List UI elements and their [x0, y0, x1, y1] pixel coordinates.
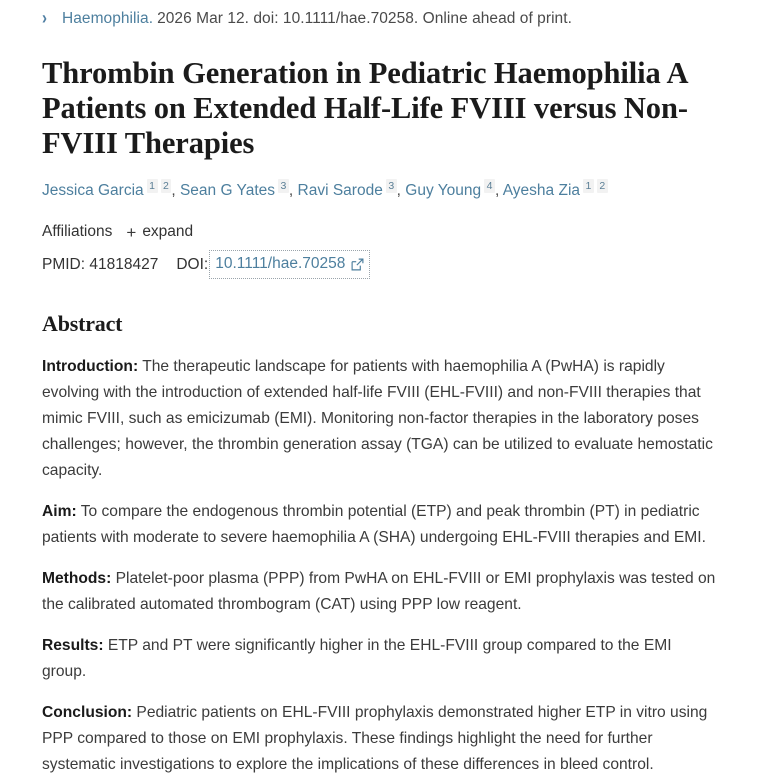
- chevron-right-icon[interactable]: ›: [42, 7, 48, 29]
- author-link[interactable]: Jessica Garcia: [42, 182, 144, 199]
- abstract-section-label: Results:: [42, 637, 104, 654]
- abstract-section-label: Conclusion:: [42, 704, 133, 721]
- author-entry: [42, 179, 176, 199]
- expand-label: expand: [142, 223, 194, 240]
- author-list: [42, 180, 748, 202]
- abstract-section-results: [42, 633, 748, 685]
- abstract-section-aim: [42, 499, 748, 551]
- plus-icon: +: [126, 222, 137, 242]
- abstract-section-introduction: [42, 354, 748, 484]
- external-link-icon: [351, 258, 364, 271]
- author-link[interactable]: Ayesha Zia: [502, 182, 581, 199]
- citation-details: 2026 Mar 12. doi: 10.1111/hae.70258. Online ahead of print.: [157, 10, 572, 27]
- identifiers-row: [42, 250, 748, 279]
- author-separator: ,: [396, 182, 401, 199]
- abstract-section-label: Aim:: [42, 503, 77, 520]
- citation-line: [42, 0, 748, 30]
- affiliation-superscript[interactable]: 2: [161, 179, 172, 193]
- abstract-heading: Abstract: [42, 311, 123, 336]
- author-separator: ,: [494, 182, 500, 199]
- author-separator: ,: [171, 182, 176, 199]
- author-entry: [297, 179, 401, 199]
- abstract-section-text: ETP and PT were significantly higher in the EHL-FVIII group compared to the EMI group.: [42, 637, 672, 680]
- affiliation-superscript[interactable]: 3: [386, 179, 397, 193]
- author-entry: [502, 179, 608, 199]
- affiliation-superscript[interactable]: 3: [278, 179, 289, 193]
- doi-link[interactable]: 10.1111/hae.70258: [215, 255, 346, 272]
- affiliation-superscript[interactable]: 2: [597, 179, 608, 193]
- affiliation-superscript[interactable]: 4: [484, 179, 495, 193]
- expand-affiliations-button[interactable]: [126, 223, 193, 241]
- author-link[interactable]: Ravi Sarode: [297, 182, 383, 199]
- doi-label: DOI:: [176, 255, 209, 273]
- abstract-section-label: Methods:: [42, 570, 112, 587]
- affiliations-row: [42, 221, 748, 243]
- abstract-section-text: Pediatric patients on EHL-FVIII prophylaxis demonstrated higher ETP in vitro using PPP compared to those on EMI prophylaxis. These findings highlight the need for further systematic investigations to explore the implications of these differences in bleed control.: [42, 704, 708, 773]
- page-title: Thrombin Generation in Pediatric Haemophilia A Patients on Extended Half-Life FVIII versus Non-FVIII Therapies: [42, 56, 688, 160]
- abstract-section-conclusion: [42, 700, 748, 778]
- abstract-section-label: Introduction:: [42, 358, 139, 375]
- author-link[interactable]: Guy Young: [405, 182, 482, 199]
- affiliation-superscript[interactable]: 1: [147, 179, 158, 193]
- abstract-section-methods: [42, 566, 748, 618]
- author-entry: [405, 179, 500, 199]
- doi-link-container[interactable]: [209, 250, 370, 279]
- author-entry: [179, 179, 294, 199]
- pmid-text: PMID: 41818427: [42, 255, 159, 273]
- abstract-section-text: To compare the endogenous thrombin potential (ETP) and peak thrombin (PT) in pediatric patients with moderate to severe haemophilia A (SHA) undergoing EHL-FVIII therapies and EMI.: [42, 503, 706, 546]
- author-link[interactable]: Sean G Yates: [179, 182, 276, 199]
- abstract-section-text: The therapeutic landscape for patients with haemophilia A (PwHA) is rapidly evolving with the introduction of extended half-life FVIII (EHL-FVIII) and non-FVIII therapies that mimic FVIII, such as emicizumab (EMI). Monitoring non-factor therapies in the laboratory poses challenges; however, the thrombin generation assay (TGA) can be utilized to evaluate hemostatic capacity.: [42, 358, 713, 479]
- author-separator: ,: [288, 182, 294, 199]
- affiliations-label: Affiliations: [42, 223, 113, 240]
- affiliation-superscript[interactable]: 1: [583, 179, 594, 193]
- journal-link[interactable]: Haemophilia.: [62, 10, 154, 27]
- abstract-section-text: Platelet-poor plasma (PPP) from PwHA on EHL-FVIII or EMI prophylaxis was tested on the calibrated automated thrombogram (CAT) using PPP low reagent.: [42, 570, 716, 613]
